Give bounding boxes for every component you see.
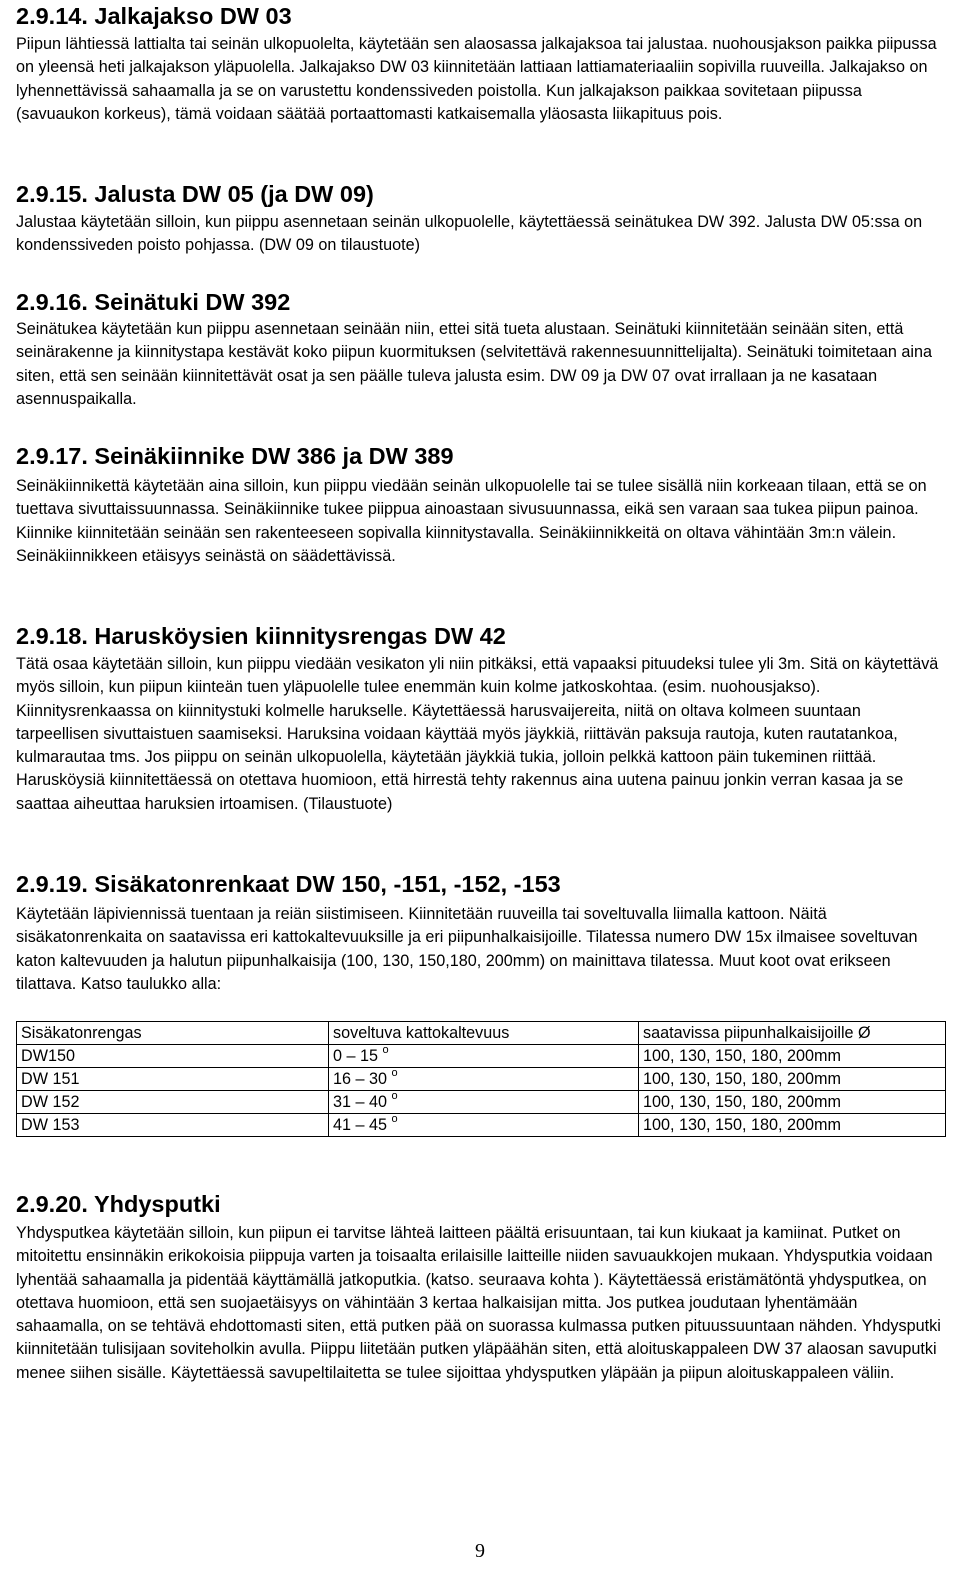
degree-mark: o (391, 1066, 398, 1079)
table-cell-diameter: 100, 130, 150, 180, 200mm (639, 1114, 946, 1137)
table-header-cell: soveltuva kattokaltevuus (329, 1022, 639, 1045)
table-cell-slope (329, 1068, 639, 1091)
roof-ring-table (16, 1021, 946, 1137)
table-cell-ring: DW 153 (17, 1114, 329, 1137)
table-cell-slope (329, 1114, 639, 1137)
section-body: Yhdysputkea käytetään silloin, kun piipun ei tarvitse lähteä laitteen päältä erisuuntaan, tai kun kiukaat ja kamiinat. Putket on mitoitettu ensinnäkin erikokoisia piippuja varten ja toisaalta erilaisille laitteille niiden savuaukkojen mukaan. Yhdysputkia voidaan lyhentää sahaamalla ja pidentää käyttämällä jatkoputkia. (katso. seuraava kohta ). Käytettäessä eristämätöntä yhdysputkea, on otettava huomioon, että sen suojaetäisyys on vähintään 3 kertaa halkaisijan mitta. Jos putkea joudutaan lyhentämään sahaamalla, on se tehtävä ehdottomasti siten, että putken pää on suorassa kulmassa putken pituussuuntaan nähden. Yhdysputki kiinnitetään tulisijaan soviteholkin avulla. Piippu liitetään putken yläpäähän siten, että aloituskappaleen DW 37 alaosan savuputki menee siihen sisälle. Käytettäessä savupeltilaitetta se tulee sijoittaa yhdysputken yläpään ja piipun aloituskappaleen väliin. (16, 1224, 941, 1382)
section-heading: 2.9.20. Yhdysputki (16, 1191, 221, 1217)
degree-mark: o (391, 1112, 398, 1125)
page-number: 9 (475, 1540, 485, 1562)
table-header-row (17, 1022, 946, 1045)
section-body: Käytetään läpiviennissä tuentaan ja reiän siistimiseen. Kiinnitetään ruuveilla tai soveltuvalla liimalla kattoon. Näitä sisäkatonrenkaita on saatavissa eri kattokaltevuuksille ja eri piipunhalkaisijoille. Tilatessa numero DW 15x ilmaisee soveltuvan katon kaltevuuden ja halutun piipunhalkaisija (100, 130, 150,180, 200mm) on mainittava tilatessa. Muut koot ovat erikseen tilattava. Katso taulukko alla: (16, 905, 918, 993)
section-body: Seinäkiinnikettä käytetään aina silloin, kun piippu viedään seinän ulkopuolelle tai se tulee sisällä niin korkeaan tilaan, että se on tuettava sivuttaissuunnassa. Seinäkiinnike tukee piippua ainoastaan sivusuunnassa, eikä sen varaan saa tukea piipun painoa. Kiinnike kiinnitetään seinään sen rakenteeseen sopivalla kiinnitystavalla. Seinäkiinnikkeitä on oltava vähintään 3m:n välein. Seinäkiinnikkeen etäisyys seinästä on säädettävissä. (16, 477, 927, 565)
slope-value: 41 – 45 (333, 1116, 388, 1134)
table-cell-diameter: 100, 130, 150, 180, 200mm (639, 1068, 946, 1091)
section-body: Seinätukea käytetään kun piippu asennetaan seinään niin, ettei sitä tueta alustaan. Seinätuki kiinnitetään seinään siten, että seinärakenne ja kiinnitystapa kestävät koko piipun kuormituksen (selvitettävä rakennesuunnittelijalta). Seinätuki toimitetaan aina siten, että sen seinään kiinnitettävät osat ja sen päälle tuleva jalusta esim. DW 09 ja DW 07 ovat irrallaan ja ne kasataan asennuspaikalla. (16, 320, 933, 408)
section-body: Tätä osaa käytetään silloin, kun piippu viedään vesikaton yli niin pitkäksi, että vapaaksi pituudeksi tulee yli 3m. Sitä on käytettävä myös silloin, kun piipun kiinteän tuen yläpuolelle tulee enemmän kuin kolme jatkoskohtaa. (esim. nuohousjakso). Kiinnitysrenkaassa on kiinnitystuki kolmelle harukselle. Käytettäessä harusvaijereita, niitä on oltava kolmeen suuntaan tarpeellisen sivuttaistuen saamiseksi. Haruksina voidaan käyttää myös jäykkiä, riittävän paksuja rautoja, kuten rautatankoa, kulmarautaa tms. Jos piippu on seinän ulkopuolella, käytetään jäykkiä tukia, jolloin pelkkä kattoon päin tukeminen riittää. Harusköysiä kiinnitettäessä on otettava huomioon, että hirrestä tehty rakennus aina uutena painuu jonkin verran kasaa ja se saattaa aiheuttaa haruksien irtoamisen. (Tilaustuote) (16, 655, 939, 813)
slope-value: 0 – 15 (333, 1047, 379, 1065)
table-cell-slope (329, 1045, 639, 1068)
section-body: Jalustaa käytetään silloin, kun piippu asennetaan seinän ulkopuolelle, käytettäessä seinätukea DW 392. Jalusta DW 05:ssa on kondenssiveden poisto pohjassa. (DW 09 on tilaustuote) (16, 213, 923, 255)
table-cell-ring: DW150 (17, 1045, 329, 1068)
table-cell-diameter: 100, 130, 150, 180, 200mm (639, 1091, 946, 1114)
table-row (17, 1091, 946, 1114)
section-heading: 2.9.15. Jalusta DW 05 (ja DW 09) (16, 181, 374, 207)
section-heading: 2.9.16. Seinätuki DW 392 (16, 289, 291, 315)
slope-value: 16 – 30 (333, 1070, 388, 1088)
section-heading: 2.9.18. Harusköysien kiinnitysrengas DW 42 (16, 623, 506, 649)
table-cell-diameter: 100, 130, 150, 180, 200mm (639, 1045, 946, 1068)
section-body: Piipun lähtiessä lattialta tai seinän ulkopuolelta, käytetään sen alaosassa jalkajaksoa tai jalustaa. nuohousjakson paikka piipussa on yleensä heti jalkajakson yläpuolella. Jalkajakso DW 03 kiinnitetään lattiaan lattiamateriaaliin sopivilla ruuveilla. Jalkajakso on lyhennettävissä sahaamalla ja se on varustettu kondenssiveden poistolla. Kun jalkajakson paikkaa sovitetaan piipussa (savuaukon korkeus), tämä voidaan säätää portaattomasti katkaisemalla yläosasta liikapituus pois. (16, 35, 937, 123)
degree-mark: o (391, 1089, 398, 1102)
table-cell-ring: DW 151 (17, 1068, 329, 1091)
section-heading: 2.9.19. Sisäkatonrenkaat DW 150, -151, -152, -153 (16, 871, 561, 897)
degree-mark: o (382, 1043, 389, 1056)
slope-value: 31 – 40 (333, 1093, 388, 1111)
table-cell-ring: DW 152 (17, 1091, 329, 1114)
table-header-cell: saatavissa piipunhalkaisijoille Ø (639, 1022, 946, 1045)
section-heading: 2.9.17. Seinäkiinnike DW 386 ja DW 389 (16, 443, 454, 469)
table-row (17, 1045, 946, 1068)
table-row (17, 1114, 946, 1137)
table-row (17, 1068, 946, 1091)
section-heading: 2.9.14. Jalkajakso DW 03 (16, 3, 292, 29)
table-cell-slope (329, 1091, 639, 1114)
table-header-cell: Sisäkatonrengas (17, 1022, 329, 1045)
